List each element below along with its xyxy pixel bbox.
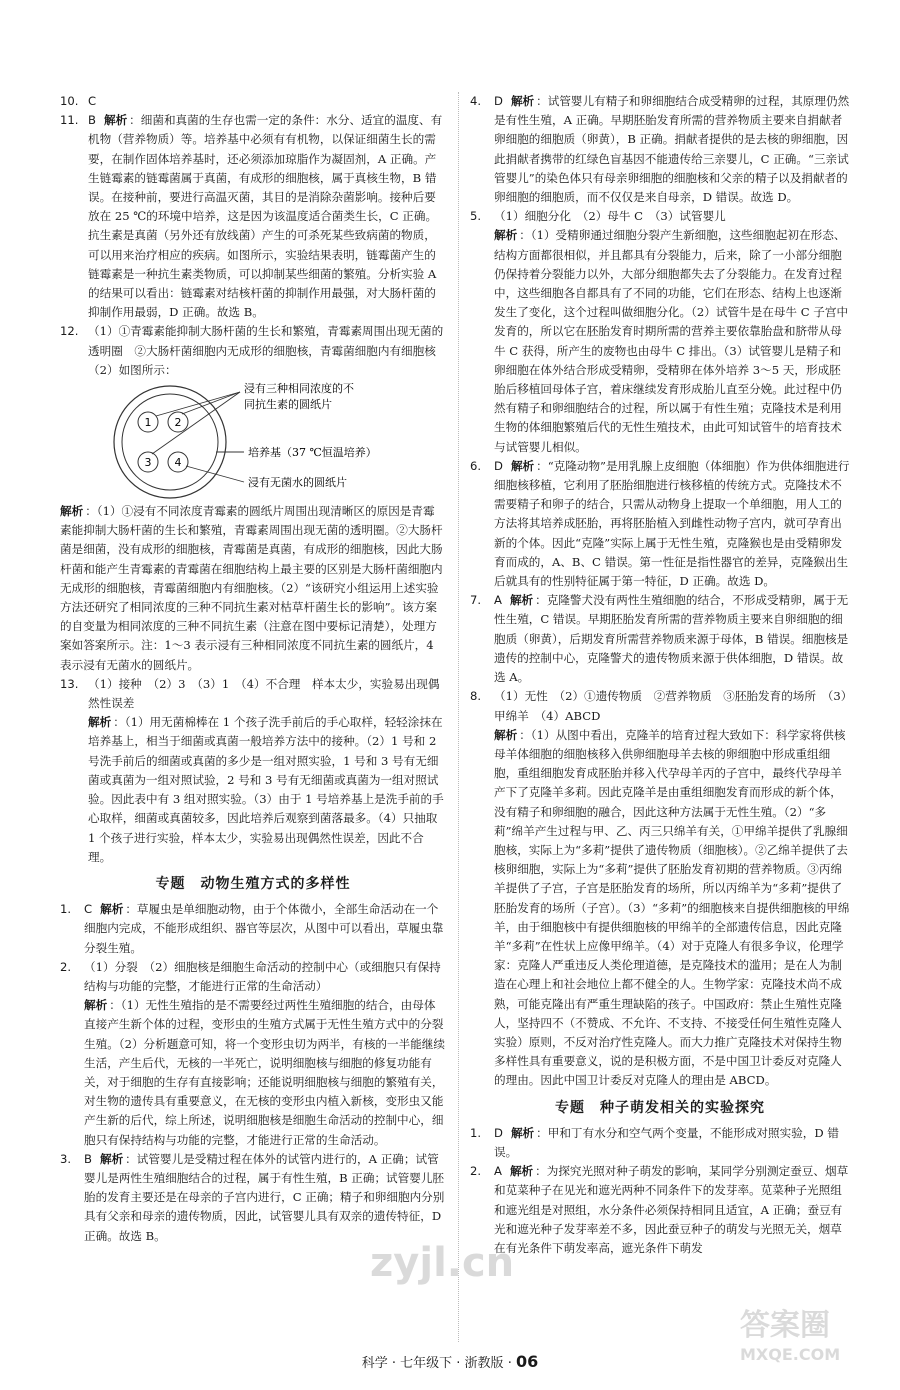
analysis-tag: 解析: [510, 94, 535, 108]
pointer-line: [182, 392, 240, 414]
question-number: 1.: [470, 1125, 482, 1140]
answer: C: [88, 94, 97, 108]
watermark: MXQE.COM: [740, 1345, 841, 1364]
analysis-tag: 解析: [88, 715, 112, 730]
analysis-tag: 解析: [84, 998, 108, 1013]
analysis-text: ：（1）用无菌棉棒在 1 个孩子洗手前后的手心取样，轻轻涂抹在培养基上，相当于细菌或真菌一般培养方法中的接种。（2）1 号和 2 号洗手前后的细菌或真菌的多少是一组对照实验，1 号和 3 号有无细菌或真菌为一组对照试验，2 号和 3 号有无细菌或真菌为一组对照试验。因此表中有 3 组对照实验。（3）由于 1 号培养基上是洗手前的手心取样，细菌或真菌较多，因此培养后观察到菌落最多。（4）只抽取 1 个孩子进行实验，样本太少，实验易出现偶然性误差，因此不合理。: [88, 715, 444, 864]
question-10: [60, 92, 446, 111]
question-number: 1.: [60, 902, 72, 917]
column-divider: [458, 92, 459, 1342]
answer: D: [494, 458, 503, 473]
answer: D: [494, 1125, 503, 1140]
section1-question-4: [470, 92, 850, 207]
analysis-tag: 解析: [509, 1164, 534, 1179]
question-number: 2.: [60, 959, 72, 974]
answer: A: [494, 593, 502, 608]
dish-outer: [114, 386, 226, 498]
answer-text: （1）①青霉素能抑制大肠杆菌的生长和繁殖，青霉素周围出现无菌的透明圈 ②大肠杆菌细胞内无成形的细胞核，青霉菌细胞内有细胞核 （2）如图所示：: [88, 324, 448, 377]
label-antibiotic-1: 浸有三种相同浓度的不: [244, 382, 354, 396]
analysis-text: ：细菌和真菌的生存也需一定的条件：水分、适宜的温度、有机物（营养物质）等。培养基中必须有有机物，以保证细菌生长的需要，在制作固体培养基时，还必须添加琼脂作为凝固剂，A 正确。产生链霉素的链霉菌属于真菌，有成形的细胞核，属于真核生物，B 错误。在接种前，要进行高温灭菌，其目的是消除杂菌影响。接种后要放在 25 ℃的环境中培养，这是因为该温度适合菌类生长，C 正确。抗生素是真菌（另外还有放线菌）产生的可杀死某些致病菌的物质，可以用来治疗相应的疾病。如图所示，实验结果表明，链霉菌产生的链霉素是一种抗生素类物质，可以抑制某些细菌的繁殖。分析实验 A 的结果可以看出：链霉素对结核杆菌的抑制作用最强，对大肠杆菌的抑制作用最弱，D 正确。故选 B。: [88, 113, 443, 320]
pointer-line: [156, 392, 240, 416]
footer-text: 科学 · 七年级下 · 浙教版 ·: [361, 1356, 516, 1371]
section1-question-1: [60, 900, 446, 958]
question-number: 4.: [470, 94, 482, 108]
answer-text: （1）接种 （2）3 （3）1 （4）不合理 样本太少，实验易出现偶然性误差: [88, 676, 440, 711]
analysis-tag: 解析: [103, 113, 128, 128]
analysis-tag: 解析: [100, 902, 124, 917]
disc-3-label: 3: [144, 456, 152, 470]
question-number: 7.: [470, 593, 482, 608]
left-column: [60, 92, 446, 1246]
section-title-animal-reproduction: 专题 动物生殖方式的多样性: [155, 875, 351, 892]
analysis-text: ：（1）受精卵通过细胞分裂产生新细胞，这些细胞起初在形态、结构方面都很相似，并且都具有分裂能力，后来，除了一小部分细胞仍保持着分裂能力以外，大部分细胞都失去了分裂能力。在发育过程中，这些细胞各自都具有了不同的功能，它们在形态、结构上也逐渐发生了变化，这个过程叫做细胞分化。（2）试管牛是在母牛 C 子宫中发育的，所以它在胚胎发育时期所需的营养主要依靠胎盘和脐带从母牛 C 获得，所产生的废物也由母牛 C 排出。（3）试管婴儿是精子和卵细胞在体外结合形成受精卵，受精卵在体外培养 3～5 天，形成胚胎后移植回母体子宫，着床继续发育形成胎儿直至分娩。此过程中仍然有精子和卵细胞结合的过程，所以属于有性生殖；克隆技术是利用生物的体细胞繁殖后代的无性生殖技术，由此可知试管牛的培育技术与试管婴儿相似。: [494, 228, 849, 454]
analysis-tag: 解析: [494, 228, 518, 243]
section1-question-3: [60, 1150, 446, 1246]
question-number: 5.: [470, 209, 482, 224]
question-12-analysis: [60, 502, 446, 675]
analysis-text: ：草履虫是单细胞动物，由于个体微小，全部生命活动在一个细胞内完成，不能形成组织、器官等层次，从图中可以看出，草履虫靠分裂生殖。: [84, 902, 444, 955]
section-title-seed-germination: 专题 种子萌发相关的实验探究: [555, 1099, 765, 1116]
question-number: 8.: [470, 689, 482, 704]
dish-inner: [122, 394, 218, 490]
watermark: 答案圈: [740, 1308, 830, 1343]
disc-4-label: 4: [174, 456, 182, 470]
petri-dish-svg: [90, 382, 420, 500]
question-11: [60, 111, 446, 322]
section2-question-2: [470, 1162, 850, 1258]
label-sterile-water: 浸有无菌水的圆纸片: [248, 476, 347, 490]
question-12: [60, 322, 446, 380]
analysis-text: ：试管婴儿有精子和卵细胞结合成受精卵的过程，其原理仍然是有性生殖，A 正确。早期胚胎发育所需的营养物质主要来自捐献者卵细胞的细胞质（卵黄），B 正确。捐献者提供的是去核的卵细胞，因此捐献者携带的红绿色盲基因不能遗传给三亲婴儿，C 正确。“三亲试管婴儿”的染色体只有母亲卵细胞的细胞核和父亲的精子以及捐献者的卵细胞的细胞质，而不仅仅是来自母亲，D 错误。故选 D。: [494, 94, 850, 205]
analysis-text: ：试管婴儿是受精过程在体外的试管内进行的，A 正确；试管婴儿是两性生殖细胞结合的过程，属于有性生殖，B 正确；试管婴儿胚胎的发育主要还是在母亲的子宫内进行，C 正确；精子和卵细胞内分别具有父亲和母亲的遗传物质，因此，试管婴儿具有双亲的遗传特征，D 正确。故选 B。: [84, 1151, 445, 1243]
answer-text: （1）无性 （2）①遗传物质 ②营养物质 ③胚胎发育的场所 （3）甲绵羊 （4）ABCD: [494, 689, 847, 723]
page-footer: [0, 1352, 900, 1371]
analysis-tag: 解析: [510, 1125, 535, 1140]
watermark: zyjl.cn: [370, 1240, 515, 1286]
answer: A: [494, 1164, 502, 1179]
analysis-text: ：（1）从图中看出，克隆羊的培育过程大致如下：科学家将供核母羊体细胞的细胞核移入供卵细胞母羊去核的卵细胞中形成重组细胞，重组细胞发育成胚胎并移入代孕母羊丙的子宫中，最终代孕母羊产下了克隆羊多莉。因此克隆羊是由重组细胞发育而形成的新个体，没有精子和卵细胞的融合，因此这种方法属于无性生殖。（2）“多莉”绵羊产生过程与甲、乙、丙三只绵羊有关，①甲绵羊提供了乳腺细胞核，实际上为“多莉”提供了遗传物质（细胞核）。②乙绵羊提供了去核卵细胞，实际上为“多莉”提供了胚胎发育初期的营养物质。③丙绵羊提供了子宫，子宫是胚胎发育的场所，所以丙绵羊为“多莉”提供了胚胎发育的场所（子宫）。（3）“多莉”的细胞核来自提供细胞核的甲绵羊，由于细胞核中有提供细胞核的甲绵羊的全部遗传信息，因此克隆羊“多莉”在性状上应像甲绵羊。（4）对于克隆人有很多争议，伦理学家：克隆人严重违反人类伦理道德，是克隆技术的滥用；是在人为制造在心理上和社会地位上都不健全的人。生物学家：克隆技术尚不成熟，可能克隆出有严重生理缺陷的孩子。中国政府：禁止生殖性克隆人，坚持四不（不赞成、不允许、不支持、不接受任何生殖性克隆人实验）原则，不反对治疗性克隆人。而大力推广克隆技术对保持生物多样性具有重要意义，说的是积极方面，不是中国卫计委反对克隆人的理由。因此中国卫计委反对克隆人的理由是 ABCD。: [494, 727, 850, 1088]
answer-text: （1）分裂 （2）细胞核是细胞生命活动的控制中心（或细胞只有保持结构与功能的完整，才能进行正常的生命活动）: [84, 959, 441, 993]
section1-question-2: [60, 958, 446, 1150]
question-number: 3.: [60, 1151, 72, 1166]
analysis-tag: 解析: [510, 458, 535, 473]
right-column: [470, 92, 850, 1258]
answer: B: [84, 1151, 92, 1166]
question-number: 10.: [60, 94, 79, 108]
analysis-tag: 解析: [99, 1151, 124, 1166]
section1-question-6: [470, 457, 850, 591]
answer: B: [88, 113, 96, 128]
label-medium: 培养基（37 ℃恒温培养）: [248, 446, 377, 460]
question-number: 12.: [60, 324, 79, 339]
answer: C: [84, 902, 93, 917]
petri-dish-diagram: [90, 382, 420, 500]
answer: D: [494, 94, 503, 108]
question-number: 2.: [470, 1164, 482, 1179]
answer-text: （1）细胞分化 （2）母牛 C （3）试管婴儿: [494, 209, 726, 224]
analysis-text: ：克隆警犬没有两性生殖细胞的结合，不形成受精卵，属于无性生殖，C 错误。早期胚胎发育所需的营养物质主要来自卵细胞的细胞质（卵黄），后期发育所需营养物质来源于母体，B 错误。细胞核是遗传的控制中心，克隆警犬的遗传物质来源于供体细胞，D 错误。故选 A。: [494, 593, 849, 685]
analysis-tag: 解析: [509, 593, 534, 608]
analysis-text: ：（1）①浸有不同浓度青霉素的圆纸片周围出现清晰区的原因是青霉素能抑制大肠杆菌的生长和繁殖，青霉素周围出现无菌的透明圈。②大肠杆菌是细菌，没有成形的细胞核，青霉菌是真菌，有成形的细胞核，因此大肠杆菌和能产生青霉素的青霉菌在细胞结构上最主要的区别是大肠杆菌细胞内无成形的细胞核，青霉菌细胞内有细胞核。（2）“该研究小组运用上述实验方法还研究了相同浓度的三种不同抗生素对枯草杆菌生长的影响”。该方案的自变量为相同浓度的三种不同抗生素（注意在图中要标记清楚），处理方案如答案所示。注：1～3 表示浸有三种相同浓度不同抗生素的圆纸片，4 表示浸有无菌水的圆纸片。: [60, 504, 443, 672]
pointer-line: [186, 466, 244, 482]
label-antibiotic-2: 同抗生素的圆纸片: [244, 398, 332, 412]
question-number: 6.: [470, 458, 482, 473]
analysis-text: ：为探究光照对种子萌发的影响，某同学分别测定蚕豆、烟草和苋菜种子在见光和遮光两种不同条件下的发芽率。苋菜种子光照组和遮光组是对照组，水分条件必须保持相同且适宜，A 正确；蚕豆有光和遮光种子发芽率差不多，因此蚕豆种子的萌发与光照无关，烟草在有光条件下萌发率高，遮光条件下萌发: [494, 1164, 849, 1255]
section1-question-8: [470, 687, 850, 1090]
analysis-tag: 解析: [60, 504, 84, 519]
disc-1-label: 1: [144, 416, 152, 430]
section1-question-7: [470, 591, 850, 687]
analysis-text: ：“克隆动物”是用乳腺上皮细胞（体细胞）作为供体细胞进行细胞核移植，它利用了胚胎细胞进行核移植的传统方式。克隆技术不需要精子和卵子的结合，只需从动物身上提取一个单细胞，用人工的方法将其培养成胚胎，再将胚胎植入到雌性动物子宫内，就可孕育出新的个体。因此“克隆”实际上属于无性生殖，克隆猴也是由受精卵发育而成的，A、B、C 错误。第一性征是指性器官的差异，克隆猴出生后就具有的性别特征属于第一特征，D 正确。故选 D。: [494, 458, 850, 589]
analysis-text: ：（1）无性生殖指的是不需要经过两性生殖细胞的结合，由母体直接产生新个体的过程，变形虫的生殖方式属于无性生殖方式中的分裂生殖。（2）分析题意可知，将一个变形虫切为两半，有核的一半能继续生活，产生后代，无核的一半死亡，说明细胞核与细胞的修复功能有关，对于细胞的生存有直接影响；还能说明细胞核与细胞的繁殖有关，对生物的遗传具有重要意义，在无核的变形虫内植入新核，变形虫又能产生新的后代，综上所述，说明细胞核是细胞生命活动的控制中心，细胞只有保持结构与功能的完整，才能进行正常的生命活动。: [84, 998, 445, 1147]
disc-2-label: 2: [174, 416, 182, 430]
question-number: 11.: [60, 113, 79, 128]
page-number: 06: [515, 1352, 539, 1371]
section2-question-1: [470, 1124, 850, 1162]
question-number: 13.: [60, 676, 79, 691]
section1-question-5: [470, 207, 850, 457]
question-13: [60, 675, 446, 867]
analysis-tag: 解析: [494, 727, 518, 742]
analysis-text: ：甲和丁有水分和空气两个变量，不能形成对照实验，D 错误。: [494, 1125, 839, 1159]
